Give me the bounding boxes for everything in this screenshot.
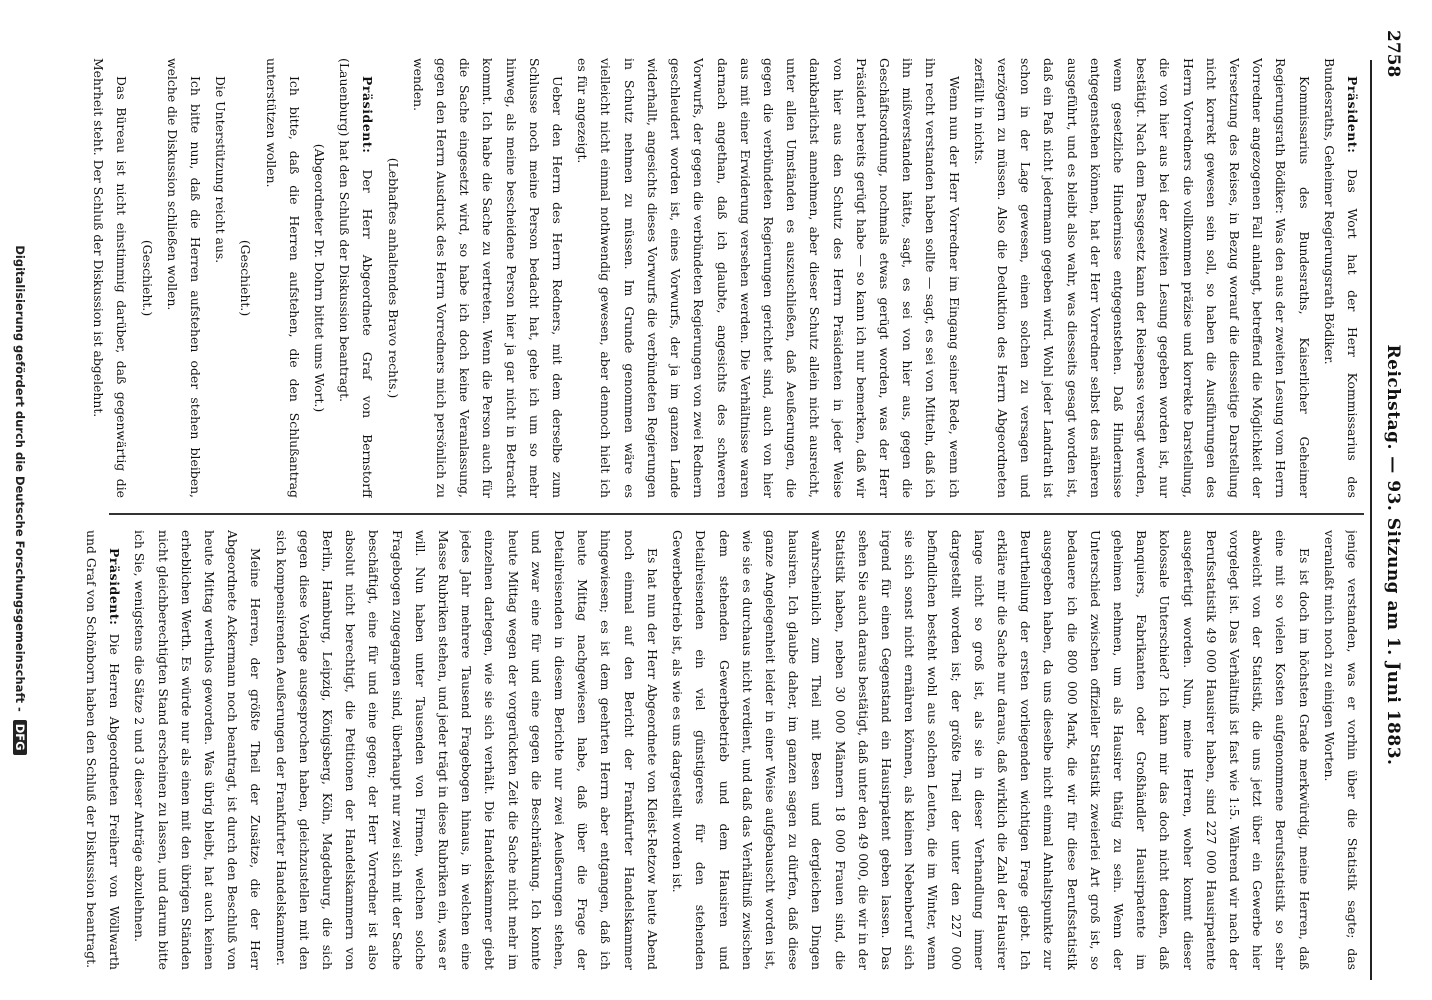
right-column bbox=[84, 530, 1364, 970]
paragraph-text: jenige verstanden, was er vorhin über die Statistik sagte; das veranlaßt mich noch zu einigen Worten. bbox=[1321, 530, 1360, 970]
paragraph-text: (Abgeordneter Dr. Dohrn bittet ums Wort.) bbox=[312, 143, 328, 413]
paragraph-text: Ich bitte nun, daß die Herren aufstehen oder stehen bleiben, welche die Diskussion schließen wollen. bbox=[164, 58, 204, 498]
paragraph bbox=[308, 58, 331, 498]
paragraph-text: Der Herr Abgeordnete Graf von Bernstorff (Lauenburg) hat den Schluß der Diskussion beantragt. bbox=[337, 58, 376, 498]
paragraph bbox=[968, 58, 1316, 498]
paragraph bbox=[269, 530, 663, 970]
paragraph bbox=[84, 58, 85, 498]
header-rule bbox=[1370, 60, 1372, 980]
paragraph-text: Die Herren Abgeordneten Freiherr von Wöllwarth und Graf von Schönborn haben den Schluß der Diskussion beantragt. bbox=[84, 530, 123, 970]
paragraph-text: (Geschieht.) bbox=[139, 239, 155, 317]
paragraph-text: Es hat nun der Herr Abgeordnete von Kleist-Retzow heute Abend noch einmal auf den Bericht der Frankfurter Handelskammer hingewiesen; es ist dem geehrten Herrn aber entgangen, daß ich heute Mittag nachgewiesen habe, daß über die Frage der Detailreisenden in diesem Berichte nur zwei Aeußerungen stehen, und zwar eine für und eine gegen die Beschränkung. Ich konnte heute Mittag wegen der vorgerückten Zeit die Sache nicht mehr im einzelnen darlegen, wie sie sich verhält. Die Handelskammer giebt jedes Jahr mehrere Tausend Fragebogen hinaus, in welchen eine Masse Rubriken stehen, und jeder trägt in diese Rubriken ein, was er will. Nun haben unter Tausenden von Firmen, welchen solche Fragebogen zugegangen sind, überhaupt nur zwei sich mit der Sache beschäftigt, eine für und eine gegen; der Herr Vorredner ist also absolut nicht berechtigt, die Petitionen der Handelskammern von Berlin, Hamburg, Leipzig, Königsberg, Köln, Magdeburg, die sich gegen diese Vorlage ausgesprochen haben, gleichzustellen mit den sich kompensirenden Aeußerungen der Frankfurter Handelskammer. bbox=[273, 530, 660, 970]
paragraph-text: Meine Herren, der größte Theil der Zusätze, die der Herr Abgeordnete Ackermann noch beantragt, ist durch den Beschluß von heute Mittag werthlos geworden. Was übrig bleibt, hat auch keinen erheblichen Werth. Es würde nur als einen mit den übrigen Ständen nicht gleichberechtigten Stand erscheinen zu lassen, und darum bitte ich Sie, wenigstens die Sätze 2 und 3 dieser Anträge abzulehnen. bbox=[132, 530, 264, 970]
page-header bbox=[1376, 30, 1410, 970]
paragraph bbox=[1318, 58, 1364, 498]
page-number: 2758 bbox=[1383, 30, 1403, 78]
paragraph bbox=[407, 58, 569, 498]
column-divider bbox=[109, 513, 1364, 515]
paragraph-text: Das Büreau ist nicht einstimmig darüber, daß gegenwärtig die Mehrheit steht. Der Schluß der Diskussion ist abgelehnt. bbox=[91, 58, 130, 498]
paragraph-text: (Lebhaftes anhaltendes Bravo rechts.) bbox=[385, 157, 401, 399]
dfg-badge: DFG bbox=[13, 720, 27, 755]
left-column bbox=[84, 58, 1364, 498]
paragraph-text: Das Wort hat der Herr Kommissarius des Bundesraths, Geheimer Regierungsrath Bödiker. bbox=[1321, 58, 1360, 498]
paragraph bbox=[209, 58, 232, 498]
digitization-footer bbox=[7, 20, 27, 980]
paragraph bbox=[87, 58, 133, 498]
paragraph bbox=[666, 530, 1316, 970]
paragraph bbox=[333, 58, 379, 498]
paragraph bbox=[381, 58, 404, 498]
speaker-name: Präsident: bbox=[107, 548, 123, 626]
paragraph bbox=[84, 530, 126, 970]
paragraph bbox=[1318, 530, 1364, 970]
paragraph-text: Wenn nun der Herr Vorredner im Eingang seiner Rede, wenn ich ihn recht verstanden haben sollte — sagt, es sei von Mitteln, daß ich ihn mißverstanden hätte, sagt, es sei von hier aus, gegen die Geschäftsordnung, nochmals etwas gerügt worden, was der Herr Präsident bereits gerügt habe — so kann ich nur bemerken, daß wir von hier aus den Schutz des Herrn Präsidenten in jeder Weise dankbarlichst annehmen, aber dieser Schutz allein nicht ausreicht, unter allen Umständen es auszuschließen, daß Aeußerungen, die gegen die verbündeten Regierungen gerichtet sind, auch von hier aus mit einer Erwiderung versehen werden. Die Verhältnisse waren darnach angethan, daß ich glaubte, angesichts des schweren Vorwurfs, der gegen die verbündeten Regierungen von zwei Rednern geschleudert worden ist, eines Vorwurfs, der ja im ganzen Lande widerhallt, angesichts dieses Vorwurfs die verbündeten Regierungen in Schutz nehmen zu müssen. Im Grunde genommen wäre es vielleicht nicht einmal nothwendig gewesen, aber dennoch hielt ich es für angezeigt. bbox=[575, 58, 962, 498]
paragraph-text: Kommissarius des Bundesraths, Kaiserlicher Geheimer Regierungsrath Bödiker: Was den aus der zweiten Lesung vom Herrn Vorredner angezogenen Fall anlangt, betreffend die Möglichkeit der Versetzung des Reises, in Bezug worauf die diesseitige Darstellung nicht korrekt gewesen sein soll, so haben die Ausführungen des Herrn Vorredners die vollkommen präzise und korrekte Darstellung, die von hier aus bei der zweiten Lesung gegeben worden ist, nur bestätigt. Nach dem Passgesetz kann der Reisepass versagt werden, wenn gesetzliche Hindernisse entgegenstehen. Daß Hindernisse entgegenstehen können, hat der Herr Vorredner selbst des näheren ausgeführt, und es bleibt also wahr, was diesseits gesagt worden ist, daß ein Paß nicht jedermann gegeben wird. Wohl jeder Landrath ist schon in der Lage gewesen, einen solchen zu versagen und verzögern zu müssen. Also die Deduktion des Herrn Abgeordneten zerfällt in nichts. bbox=[971, 58, 1312, 498]
speaker-name: Präsident: bbox=[360, 76, 376, 154]
paragraph bbox=[259, 58, 305, 498]
paragraph-text: (Geschieht.) bbox=[238, 239, 254, 317]
paragraph bbox=[571, 58, 965, 498]
footer-text: Digitalisierung gefördert durch die Deutsche Forschungsgemeinschaft - bbox=[13, 245, 27, 712]
paragraph bbox=[161, 58, 207, 498]
speaker-name: Präsident: bbox=[1345, 76, 1360, 154]
running-title: Reichstag. — 93. Sitzung am 1. Juni 1883. bbox=[1383, 344, 1403, 766]
paragraph bbox=[128, 530, 267, 970]
paragraph-text: Die Unterstützung reicht aus. bbox=[213, 76, 229, 264]
paragraph-text: Ueber den Herrn des Herrn Redners, mit dem derselbe zum Schlusse noch meine Person bedacht hat, gehe ich um so mehr hinweg, als meine bescheidene Person hier ja gar nicht in Betracht kommt. Ich habe die Sache zu vertreten. Wenn die Person auch für die Sache eingesetzt wird, so habe ich doch keine Veranlassung, gegen den Herrn Ausdruck des Herrn Vorredners mich persönlich zu wenden. bbox=[410, 58, 566, 498]
paragraph bbox=[135, 58, 158, 498]
paragraph-text: Ich bitte, daß die Herren aufstehen, die den Schlußantrag unterstützen wollen. bbox=[263, 58, 302, 498]
paragraph bbox=[234, 58, 257, 498]
paragraph-text: Es ist doch im höchsten Grade merkwürdig, meine Herren, daß eine mit so vielen Kosten aufgenommene Berufsstatistik so sehr abweicht von der Statistik, die uns jetzt über ein Gewerbe hier vorgelegt ist. Das Verhältniß ist fast wie 1:5. Während wir nach der Berufsstatistik 49 000 Hausirer haben, sind 227 000 Hausirpatente ausgefertigt worden. Nun, meine Herren, woher kommt dieser kolossale Unterschied? Ich kann mir das doch nicht denken, daß Banquiers, Fabrikanten oder Großhändler Hausirpatente im geheimen nehmen, um als Hausirer thätig zu sein. Wenn der Unterschied zwischen offizieller Statistik zweierlei Art groß ist, so bedauere ich die 800 000 Mark, die wir für diese Berufsstatistik ausgegeben haben, da uns dieselbe nicht einmal Anhaltspunkte zur Beurtheilung der ersten vorliegenden wichtigen Frage giebt. Ich erkläre mir die Sache nur daraus, daß wirklich die Zahl der Hausirer lange nicht so groß ist, als sie in dieser Verhandlung immer dargestellt worden ist; der größte Theil der unter den 227 000 befindlichen besteht wohl aus solchen Leuten, die im Winter, wenn sie sich sonst nicht ernähren können, als kleinen Nebenberuf sich irgend für einen Gegenstand ein Hausirpatent geben lassen. Das sehen Sie auch daraus bestätigt, daß unter den 49 000, die wir in der Statistik haben, neben 30 000 Männern 18 000 Frauen sind, die wahrscheinlich zum Theil mit Besen und dergleichen Dingen hausiren. Ich glaube daher, im ganzen sagen zu dürfen, daß diese ganze Angelegenheit leider in einer Weise aufgebauscht worden ist, wie sie es durchaus nicht verdient, und daß das Verhältniß zwischen dem stehenden Gewerbebetrieb und dem Hausiren und Detailreisenden ein viel günstigeres für den stehenden Gewerbebetrieb ist, als wie es uns dargestellt worden ist. bbox=[670, 530, 1312, 970]
